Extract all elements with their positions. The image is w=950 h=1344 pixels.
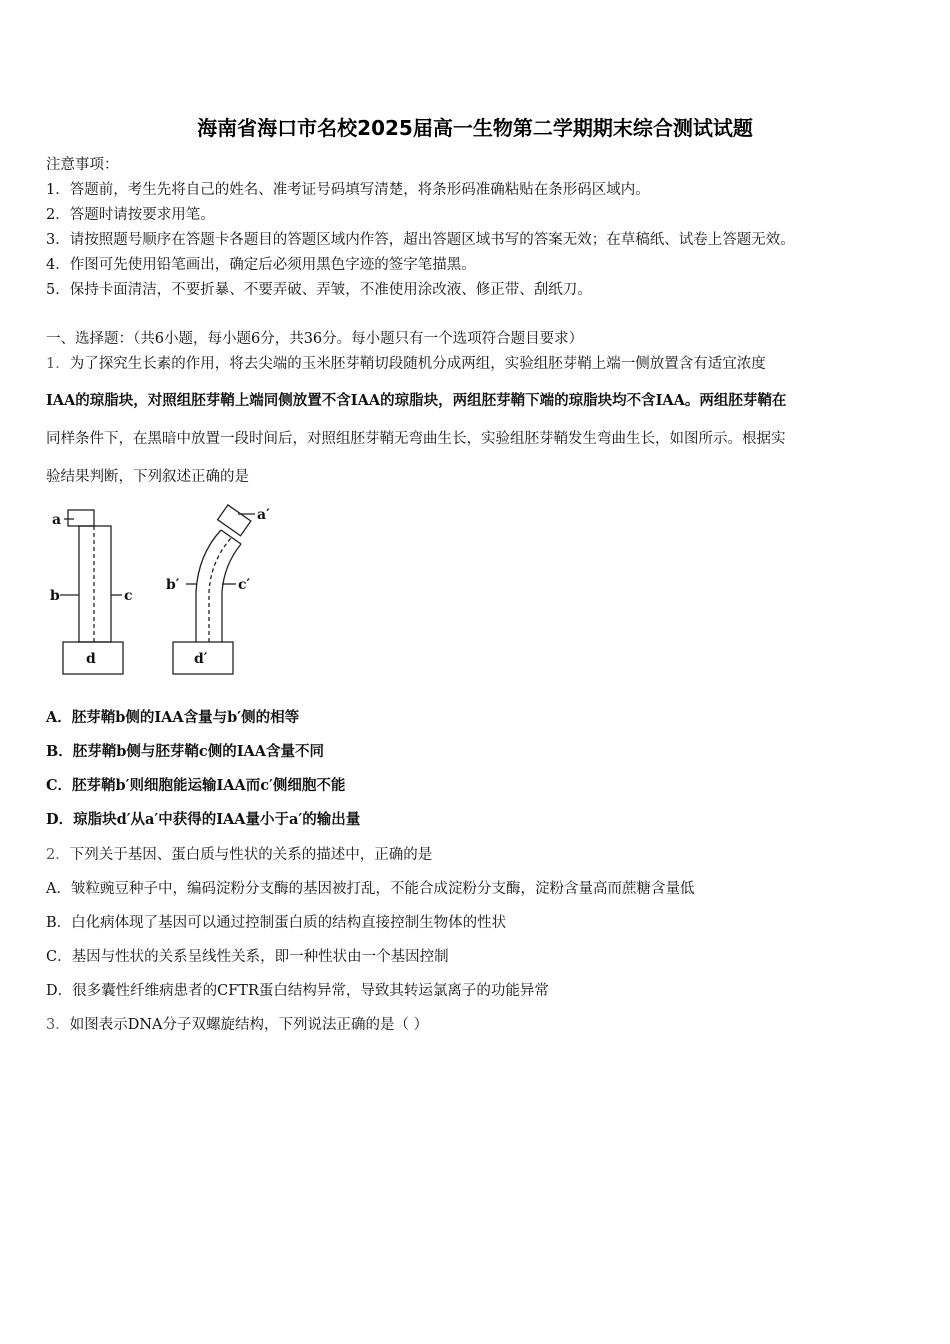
- figure-label-c-prime: c′: [238, 577, 251, 593]
- figure-label-d-prime: d′: [194, 651, 208, 667]
- question-1-option-c: C．胚芽鞘b′则细胞能运输IAA而c′侧细胞不能: [46, 777, 346, 794]
- figure-label-c: c: [124, 588, 133, 604]
- question-3-number: 3．: [46, 1017, 70, 1033]
- question-2-option-b: B．白化病体现了基因可以通过控制蛋白质的结构直接控制生物体的性状: [46, 915, 507, 931]
- section-heading: 一、选择题：（共6小题，每小题6分，共36分。每小题只有一个选项符合题目要求）: [46, 331, 584, 347]
- question-2-number: 2．: [46, 847, 70, 863]
- question-1-number: 1．: [46, 356, 70, 372]
- notice-item-1: 1．答题前，考生先将自己的姓名、准考证号码填写清楚，将条形码准确粘贴在条形码区域内。: [46, 182, 650, 198]
- figure-label-b: b: [50, 588, 60, 604]
- question-1-stem-line-3: 同样条件下，在黑暗中放置一段时间后，对照组胚芽鞘无弯曲生长，实验组胚芽鞘发生弯曲生长，如图所示。根据实: [46, 431, 786, 447]
- question-1-option-d: D．琼脂块d′从a′中获得的IAA量小于a′的输出量: [46, 811, 361, 828]
- notice-heading: 注意事项：: [46, 157, 119, 173]
- question-1-option-b: B．胚芽鞘b侧与胚芽鞘c侧的IAA含量不同: [46, 743, 325, 760]
- question-1-stem-line-4: 验结果判断，下列叙述正确的是: [46, 469, 249, 485]
- notice-item-2: 2．答题时请按要求用笔。: [46, 207, 215, 223]
- question-2-stem: 2．下列关于基因、蛋白质与性状的关系的描述中，正确的是: [46, 847, 433, 863]
- figure-label-b-prime: b′: [166, 577, 180, 593]
- notice-item-3: 3．请按照题号顺序在答题卡各题目的答题区域内作答，超出答题区域书写的答案无效；在草稿纸、试卷上答题无效。: [46, 232, 795, 248]
- question-1-option-a: A．胚芽鞘b侧的IAA含量与b′侧的相等: [46, 709, 300, 726]
- notice-item-5: 5．保持卡面清洁，不要折暴、不要弄破、弄皱，不准使用涂改液、修正带、刮纸刀。: [46, 282, 592, 298]
- figure-label-d: d: [86, 651, 96, 667]
- question-1-stem-line-1: 1．为了探究生长素的作用，将去尖端的玉米胚芽鞘切段随机分成两组，实验组胚芽鞘上端一侧放置含有适宜浓度: [46, 356, 766, 372]
- document-title: 海南省海口市名校2025届高一生物第二学期期末综合测试试题: [197, 116, 753, 140]
- figure-label-a: a: [52, 512, 62, 528]
- question-2-option-c: C．基因与性状的关系呈线性关系，即一种性状由一个基因控制: [46, 949, 449, 965]
- question-2-option-a: A．皱粒豌豆种子中，编码淀粉分支酶的基因被打乱，不能合成淀粉分支酶，淀粉含量高而蔗糖含量低: [46, 881, 695, 897]
- question-3-stem: 3．如图表示DNA分子双螺旋结构，下列说法正确的是（ ）: [46, 1017, 429, 1033]
- figure-label-a-prime: a′: [257, 507, 270, 523]
- question-2-option-d: D．很多囊性纤维病患者的CFTR蛋白结构异常，导致其转运氯离子的功能异常: [46, 983, 549, 999]
- coleoptile-experiment-figure: [46, 500, 286, 680]
- question-1-stem-line-2: IAA的琼脂块，对照组胚芽鞘上端同侧放置不含IAA的琼脂块，两组胚芽鞘下端的琼脂块均不含IAA。两组胚芽鞘在: [46, 392, 787, 409]
- notice-item-4: 4．作图可先使用铅笔画出，确定后必须用黑色字迹的签字笔描黑。: [46, 257, 476, 273]
